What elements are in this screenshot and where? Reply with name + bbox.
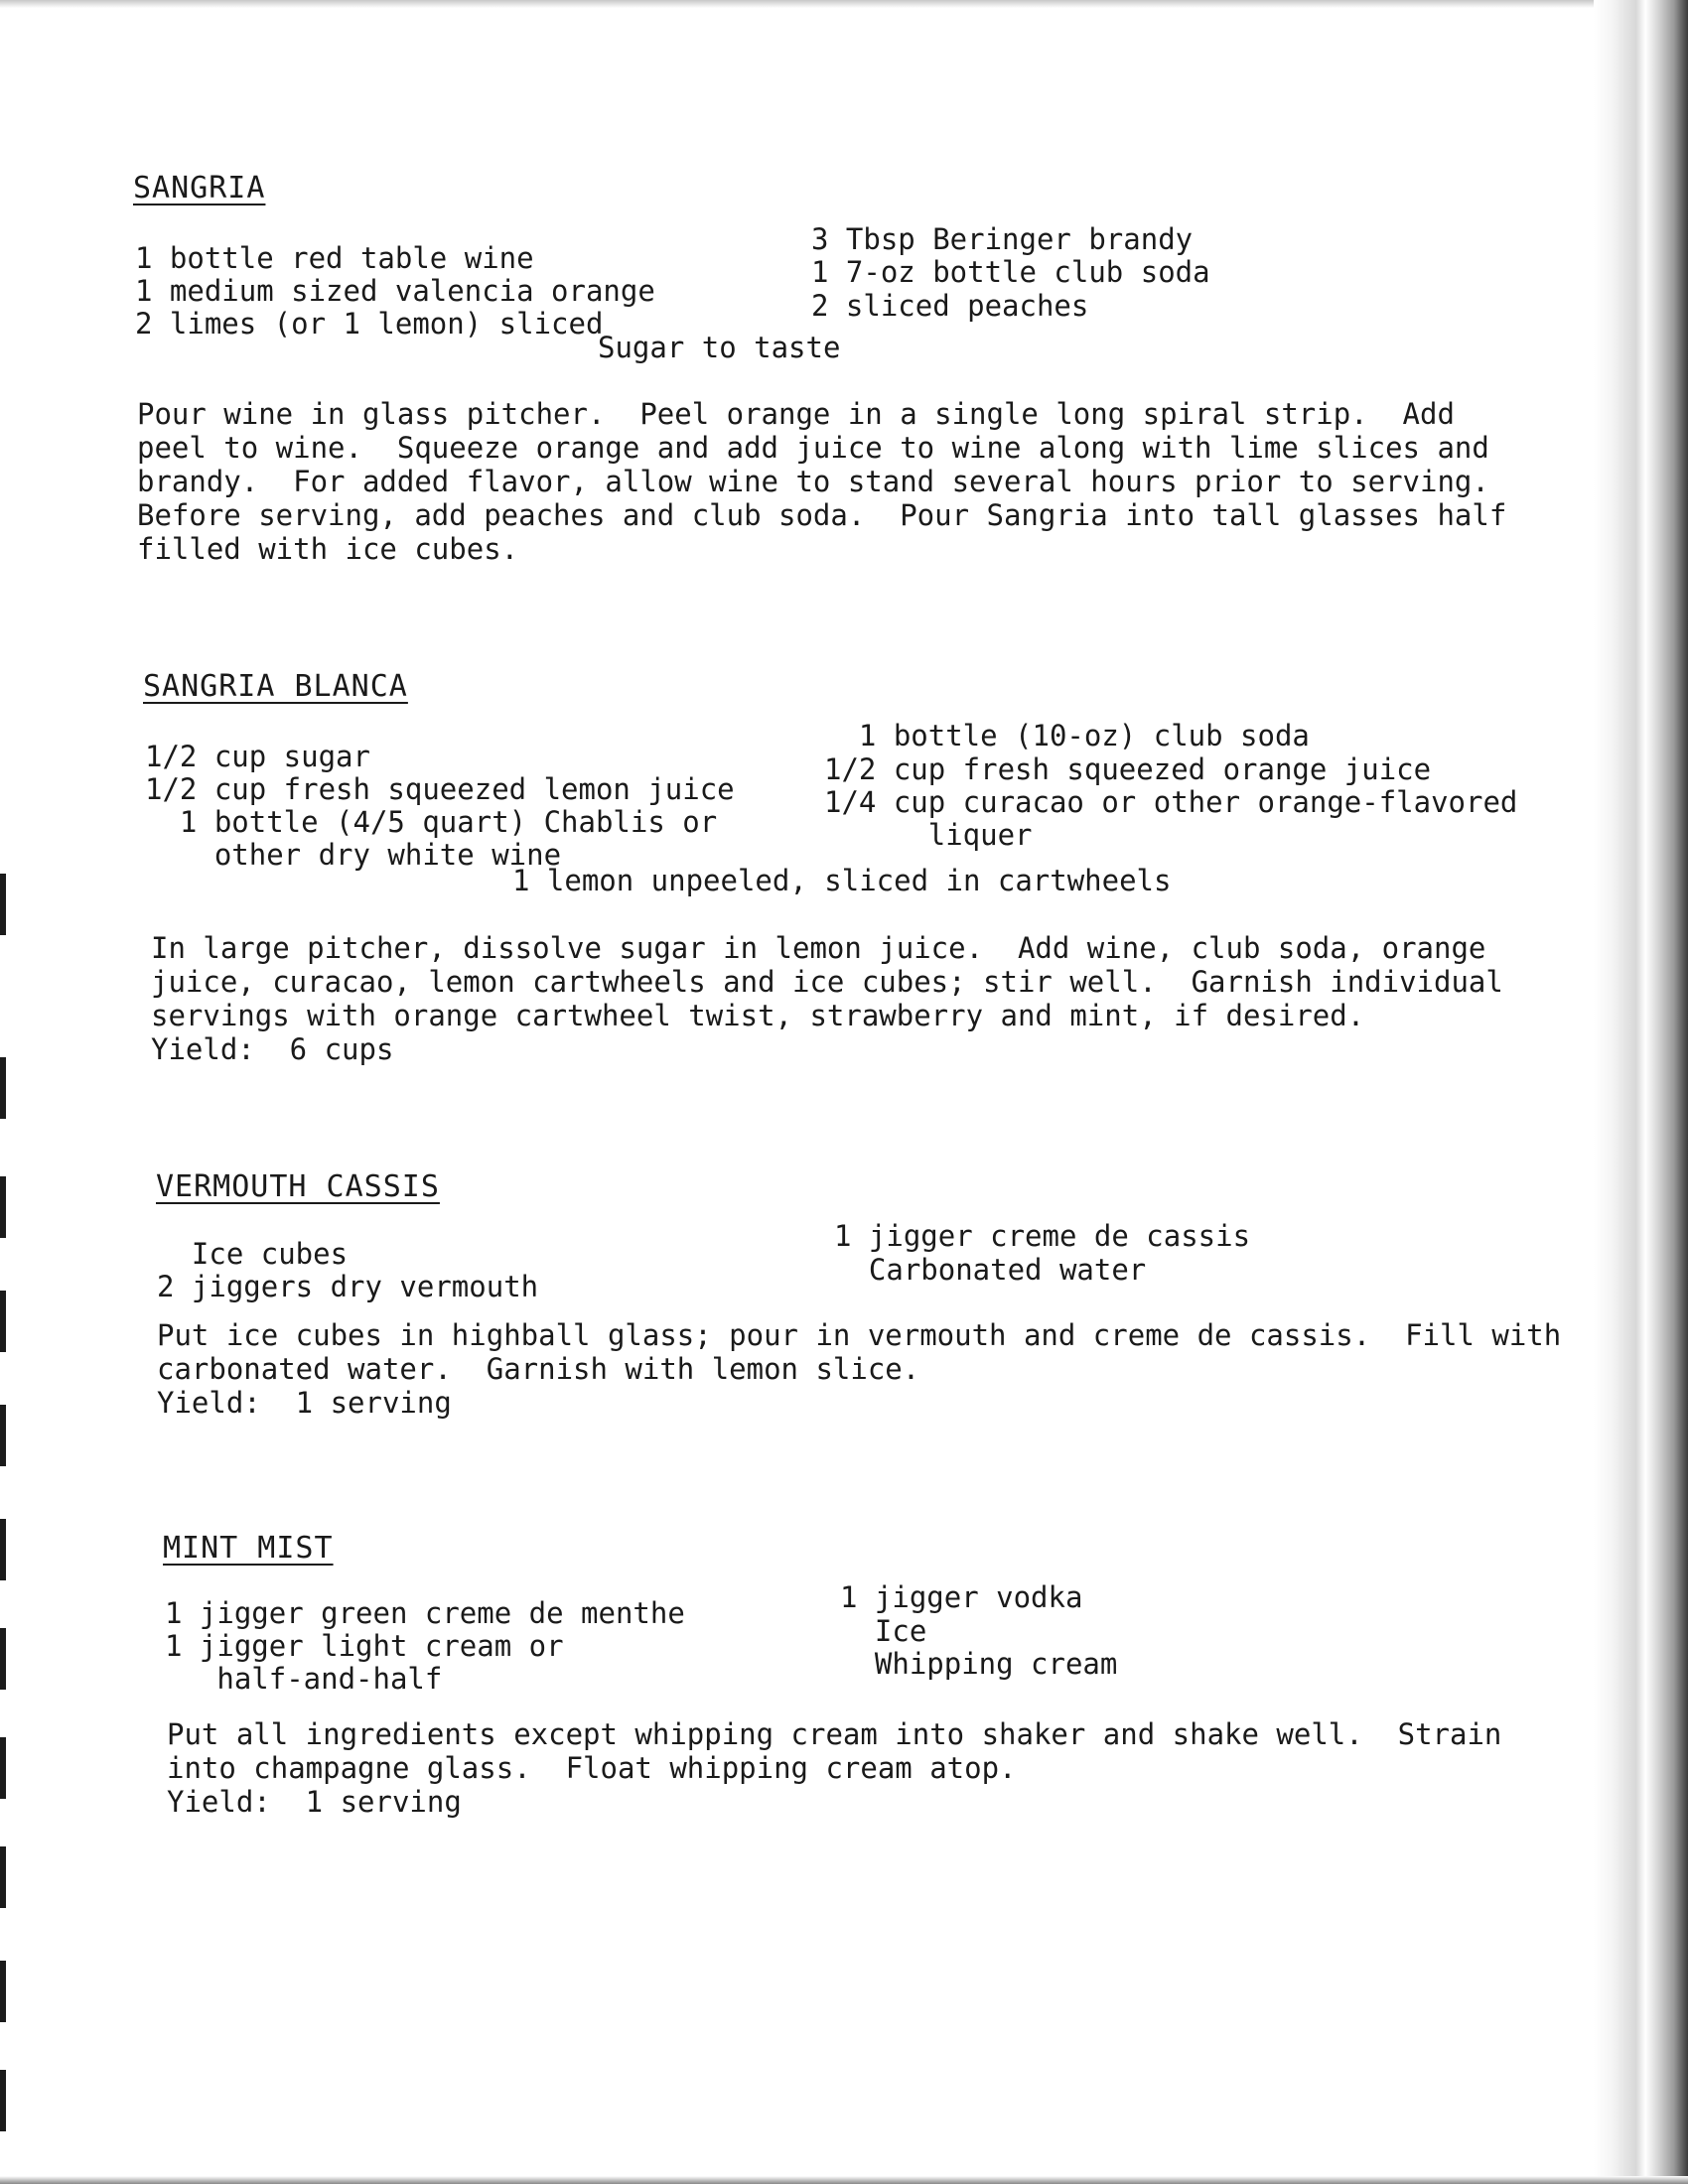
recipe-directions xyxy=(151,931,1503,1066)
ingredient-right: 1 7-oz bottle club soda xyxy=(811,255,1210,289)
ingredient-left: Ice cubes xyxy=(157,1237,349,1271)
directions-line: Yield: 1 serving xyxy=(157,1386,452,1420)
binding-hole-mark xyxy=(0,1176,6,1238)
binding-hole-mark xyxy=(0,1737,6,1799)
ingredient-right: 1 jigger vodka xyxy=(840,1580,1083,1614)
directions-line: Pour wine in glass pitcher. Peel orange in a single long spiral strip. Add xyxy=(137,397,1455,431)
directions-line: servings with orange cartwheel twist, strawberry and mint, if desired. xyxy=(151,999,1365,1032)
ingredient-right: 1 jigger creme de cassis xyxy=(834,1219,1251,1253)
ingredient-right: 1/4 cup curacao or other orange-flavored xyxy=(824,785,1518,819)
ingredient-left: 1 bottle red table wine xyxy=(135,241,534,275)
ingredient-left: half-and-half xyxy=(165,1662,443,1696)
page-right-edge xyxy=(1594,0,1688,2184)
recipe-title: MINT MIST xyxy=(163,1531,334,1566)
ingredient-right: liquer xyxy=(824,818,1033,852)
ingredient-center: 1 lemon unpeeled, sliced in cartwheels xyxy=(512,864,1172,897)
ingredient-left: 1 medium sized valencia orange xyxy=(135,274,655,308)
ingredient-center: Sugar to taste xyxy=(598,331,841,364)
directions-line: into champagne glass. Float whipping cream atop. xyxy=(167,1751,1017,1785)
ingredient-right: 1 bottle (10-oz) club soda xyxy=(824,719,1310,752)
ingredient-right: 1/2 cup fresh squeezed orange juice xyxy=(824,752,1432,786)
recipe-directions xyxy=(137,397,1506,566)
binding-hole-mark xyxy=(0,874,6,935)
ingredient-right: 3 Tbsp Beringer brandy xyxy=(811,222,1194,256)
binding-hole-mark xyxy=(0,2070,6,2131)
ingredient-left: 1/2 cup fresh squeezed lemon juice xyxy=(145,772,735,806)
ingredient-left: other dry white wine xyxy=(145,838,562,872)
recipe-title: SANGRIA BLANCA xyxy=(143,669,408,704)
ingredient-right: Carbonated water xyxy=(834,1253,1147,1287)
binding-hole-mark xyxy=(0,1846,6,1908)
ingredient-left: 1 jigger light cream or xyxy=(165,1629,564,1663)
ingredient-right: 2 sliced peaches xyxy=(811,289,1089,323)
directions-line: Put ice cubes in highball glass; pour in vermouth and creme de cassis. Fill with xyxy=(157,1318,1562,1352)
binding-hole-mark xyxy=(0,1057,6,1119)
binding-hole-mark xyxy=(0,1628,6,1690)
directions-line: peel to wine. Squeeze orange and add juice to wine along with lime slices and xyxy=(137,431,1489,465)
directions-line: Yield: 1 serving xyxy=(167,1785,462,1819)
ingredient-left: 2 limes (or 1 lemon) sliced xyxy=(135,307,604,341)
ingredient-right: Ice xyxy=(840,1614,927,1648)
recipe-title: SANGRIA xyxy=(133,171,266,205)
directions-line: Yield: 6 cups xyxy=(151,1032,394,1066)
recipe-directions xyxy=(157,1318,1561,1420)
binding-hole-mark xyxy=(0,1405,6,1466)
ingredient-left: 2 jiggers dry vermouth xyxy=(157,1270,539,1303)
recipe-title: VERMOUTH CASSIS xyxy=(156,1169,440,1204)
binding-hole-mark xyxy=(0,1961,6,2022)
ingredient-left: 1/2 cup sugar xyxy=(145,740,370,773)
directions-line: Put all ingredients except whipping cream into shaker and shake well. Strain xyxy=(167,1717,1502,1751)
ingredient-left: 1 jigger green creme de menthe xyxy=(165,1596,685,1630)
directions-line: Before serving, add peaches and club soda. Pour Sangria into tall glasses half xyxy=(137,498,1507,532)
directions-line: filled with ice cubes. xyxy=(137,532,519,566)
binding-hole-mark xyxy=(0,1519,6,1580)
page-top-edge xyxy=(0,0,1688,8)
ingredient-right: Whipping cream xyxy=(840,1647,1118,1681)
directions-line: brandy. For added flavor, allow wine to stand several hours prior to serving. xyxy=(137,465,1489,498)
binding-hole-mark xyxy=(0,1291,6,1352)
recipe-directions xyxy=(167,1717,1501,1819)
directions-line: carbonated water. Garnish with lemon slice. xyxy=(157,1352,920,1386)
directions-line: juice, curacao, lemon cartwheels and ice cubes; stir well. Garnish individual xyxy=(151,965,1503,999)
directions-line: In large pitcher, dissolve sugar in lemon juice. Add wine, club soda, orange xyxy=(151,931,1486,965)
ingredient-left: 1 bottle (4/5 quart) Chablis or xyxy=(145,805,718,839)
page-bottom-edge xyxy=(0,2176,1688,2184)
